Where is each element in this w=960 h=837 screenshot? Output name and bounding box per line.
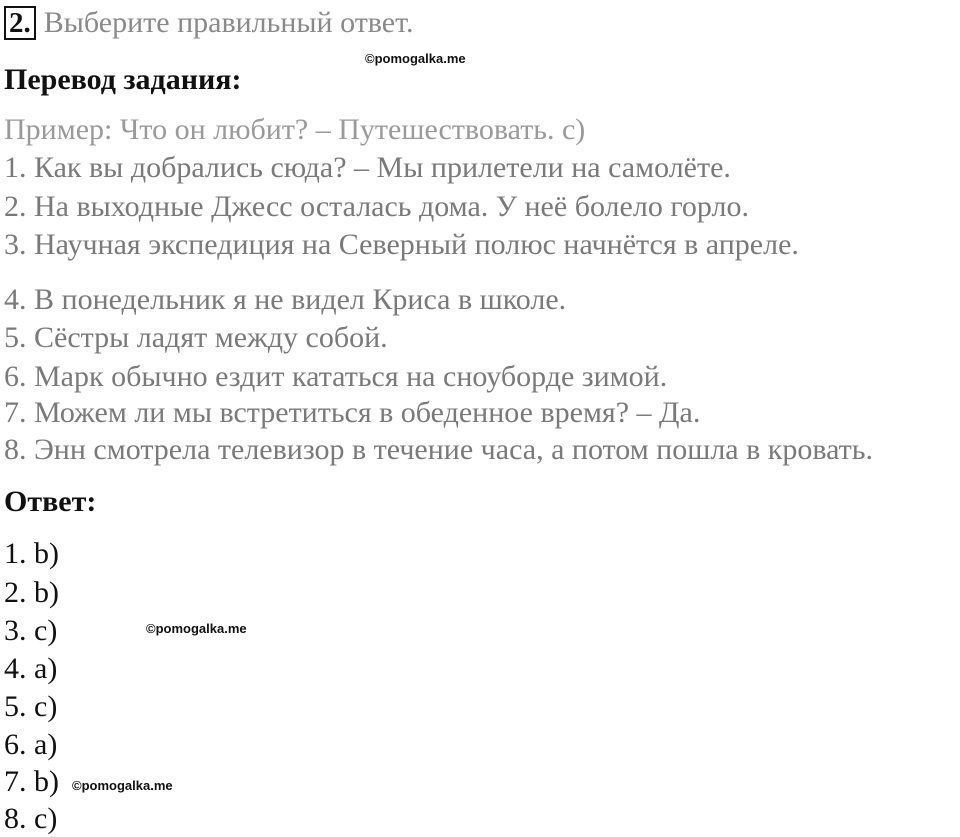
translation-line-1: 1. Как вы добрались сюда? – Мы прилетели на самолёте.: [4, 151, 731, 184]
translation-line-8: 8. Энн смотрела телевизор в течение часа, а потом пошла в кровать.: [4, 433, 873, 466]
watermark-top: ©pomogalka.me: [365, 51, 466, 66]
translation-line-3: 3. Научная экспедиция на Северный полюс начнётся в апреле.: [4, 228, 799, 261]
task-header: [4, 4, 413, 42]
translation-line-4: 4. В понедельник я не видел Криса в школе.: [4, 283, 567, 316]
translation-line-6: 6. Марк обычно ездит кататься на сноуборде зимой.: [4, 360, 668, 393]
answer-item-5: 5. c): [4, 690, 58, 723]
translation-heading: Перевод задания:: [4, 63, 242, 96]
watermark-bottom: ©pomogalka.me: [72, 778, 173, 793]
task-instruction: Выберите правильный ответ.: [43, 6, 414, 39]
answer-item-3: 3. c): [4, 614, 58, 647]
task-number-box: 2.: [4, 6, 36, 40]
answer-item-7: 7. b): [4, 765, 59, 798]
answer-item-4: 4. a): [4, 652, 58, 685]
translation-line-2: 2. На выходные Джесс осталась дома. У неё болело горло.: [4, 190, 749, 223]
answer-item-6: 6. a): [4, 728, 58, 761]
answer-item-1: 1. b): [4, 537, 59, 570]
translation-line-7: 7. Можем ли мы встретиться в обеденное время? – Да.: [4, 396, 701, 429]
example-line: Пример: Что он любит? – Путешествовать. с): [4, 113, 586, 146]
answer-item-8: 8. c): [4, 802, 58, 835]
watermark-middle: ©pomogalka.me: [146, 621, 247, 636]
answer-item-2: 2. b): [4, 576, 59, 609]
translation-line-5: 5. Сёстры ладят между собой.: [4, 321, 388, 354]
answer-heading: Ответ:: [4, 485, 97, 518]
